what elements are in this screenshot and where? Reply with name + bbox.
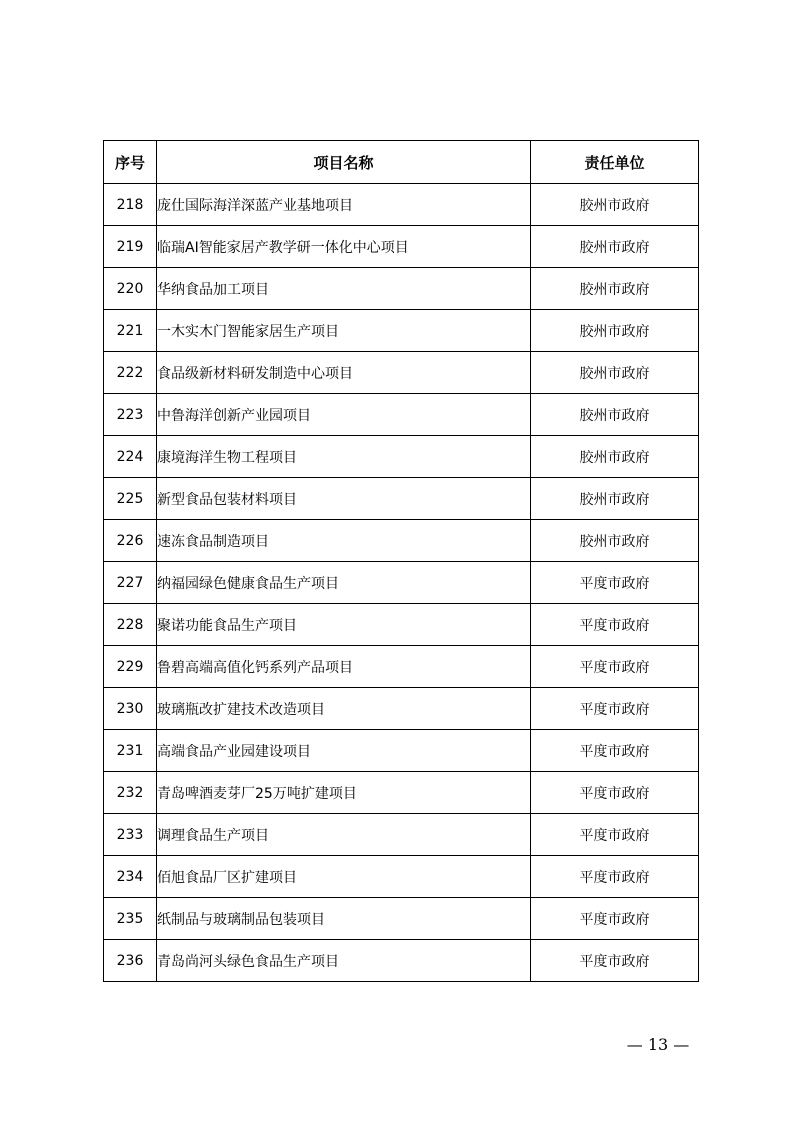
responsible-unit-cell: 平度市政府 [531, 688, 699, 730]
project-name-cell: 中鲁海洋创新产业园项目 [157, 394, 531, 436]
project-name-cell: 纳福园绿色健康食品生产项目 [157, 562, 531, 604]
table-row [104, 940, 699, 982]
project-name-cell: 速冻食品制造项目 [157, 520, 531, 562]
table-row [104, 310, 699, 352]
serial-cell: 234 [104, 856, 157, 898]
table-row [104, 394, 699, 436]
table-row [104, 226, 699, 268]
table-row [104, 184, 699, 226]
table-row [104, 856, 699, 898]
responsible-unit-cell: 胶州市政府 [531, 478, 699, 520]
table-row [104, 814, 699, 856]
project-name-cell: 高端食品产业园建设项目 [157, 730, 531, 772]
serial-cell: 228 [104, 604, 157, 646]
serial-cell: 232 [104, 772, 157, 814]
serial-cell: 231 [104, 730, 157, 772]
table-row [104, 604, 699, 646]
responsible-unit-cell: 胶州市政府 [531, 520, 699, 562]
project-table [103, 140, 699, 982]
project-name-cell: 青岛尚河头绿色食品生产项目 [157, 940, 531, 982]
page-number: — 13 — [626, 1035, 690, 1054]
table-row [104, 730, 699, 772]
responsible-unit-cell: 平度市政府 [531, 940, 699, 982]
responsible-unit-cell: 胶州市政府 [531, 268, 699, 310]
table-row [104, 772, 699, 814]
responsible-unit-cell: 平度市政府 [531, 898, 699, 940]
project-name-cell: 临瑞AI智能家居产教学研一体化中心项目 [157, 226, 531, 268]
responsible-unit-cell: 平度市政府 [531, 562, 699, 604]
responsible-unit-cell: 胶州市政府 [531, 394, 699, 436]
table-row [104, 478, 699, 520]
responsible-unit-cell: 胶州市政府 [531, 352, 699, 394]
responsible-unit-cell: 平度市政府 [531, 646, 699, 688]
responsible-unit-cell: 胶州市政府 [531, 436, 699, 478]
serial-cell: 236 [104, 940, 157, 982]
table-row [104, 688, 699, 730]
responsible-unit-cell: 胶州市政府 [531, 226, 699, 268]
table-row [104, 520, 699, 562]
project-name-cell: 调理食品生产项目 [157, 814, 531, 856]
table-row [104, 562, 699, 604]
project-name-cell: 聚诺功能食品生产项目 [157, 604, 531, 646]
serial-cell: 223 [104, 394, 157, 436]
project-name-cell: 华纳食品加工项目 [157, 268, 531, 310]
table-row [104, 898, 699, 940]
serial-cell: 235 [104, 898, 157, 940]
serial-cell: 219 [104, 226, 157, 268]
table-row [104, 352, 699, 394]
table-row [104, 268, 699, 310]
project-name-cell: 玻璃瓶改扩建技术改造项目 [157, 688, 531, 730]
serial-cell: 222 [104, 352, 157, 394]
project-name-cell: 佰旭食品厂区扩建项目 [157, 856, 531, 898]
project-name-cell: 新型食品包装材料项目 [157, 478, 531, 520]
serial-cell: 233 [104, 814, 157, 856]
project-name-cell: 纸制品与玻璃制品包装项目 [157, 898, 531, 940]
header-row [104, 141, 699, 184]
table-header [104, 141, 699, 184]
header-project-name: 项目名称 [157, 141, 531, 184]
serial-cell: 218 [104, 184, 157, 226]
serial-cell: 230 [104, 688, 157, 730]
serial-cell: 224 [104, 436, 157, 478]
project-name-cell: 庞仕国际海洋深蓝产业基地项目 [157, 184, 531, 226]
responsible-unit-cell: 平度市政府 [531, 856, 699, 898]
project-name-cell: 青岛啤酒麦芽厂25万吨扩建项目 [157, 772, 531, 814]
responsible-unit-cell: 平度市政府 [531, 730, 699, 772]
responsible-unit-cell: 胶州市政府 [531, 184, 699, 226]
responsible-unit-cell: 平度市政府 [531, 604, 699, 646]
table-body [104, 184, 699, 982]
serial-cell: 227 [104, 562, 157, 604]
header-serial: 序号 [104, 141, 157, 184]
serial-cell: 229 [104, 646, 157, 688]
table-row [104, 436, 699, 478]
serial-cell: 225 [104, 478, 157, 520]
responsible-unit-cell: 胶州市政府 [531, 310, 699, 352]
table-row [104, 646, 699, 688]
project-name-cell: 一木实木门智能家居生产项目 [157, 310, 531, 352]
serial-cell: 226 [104, 520, 157, 562]
serial-cell: 220 [104, 268, 157, 310]
header-responsible-unit: 责任单位 [531, 141, 699, 184]
project-name-cell: 鲁碧高端高值化钙系列产品项目 [157, 646, 531, 688]
project-name-cell: 食品级新材料研发制造中心项目 [157, 352, 531, 394]
project-name-cell: 康境海洋生物工程项目 [157, 436, 531, 478]
serial-cell: 221 [104, 310, 157, 352]
responsible-unit-cell: 平度市政府 [531, 772, 699, 814]
responsible-unit-cell: 平度市政府 [531, 814, 699, 856]
